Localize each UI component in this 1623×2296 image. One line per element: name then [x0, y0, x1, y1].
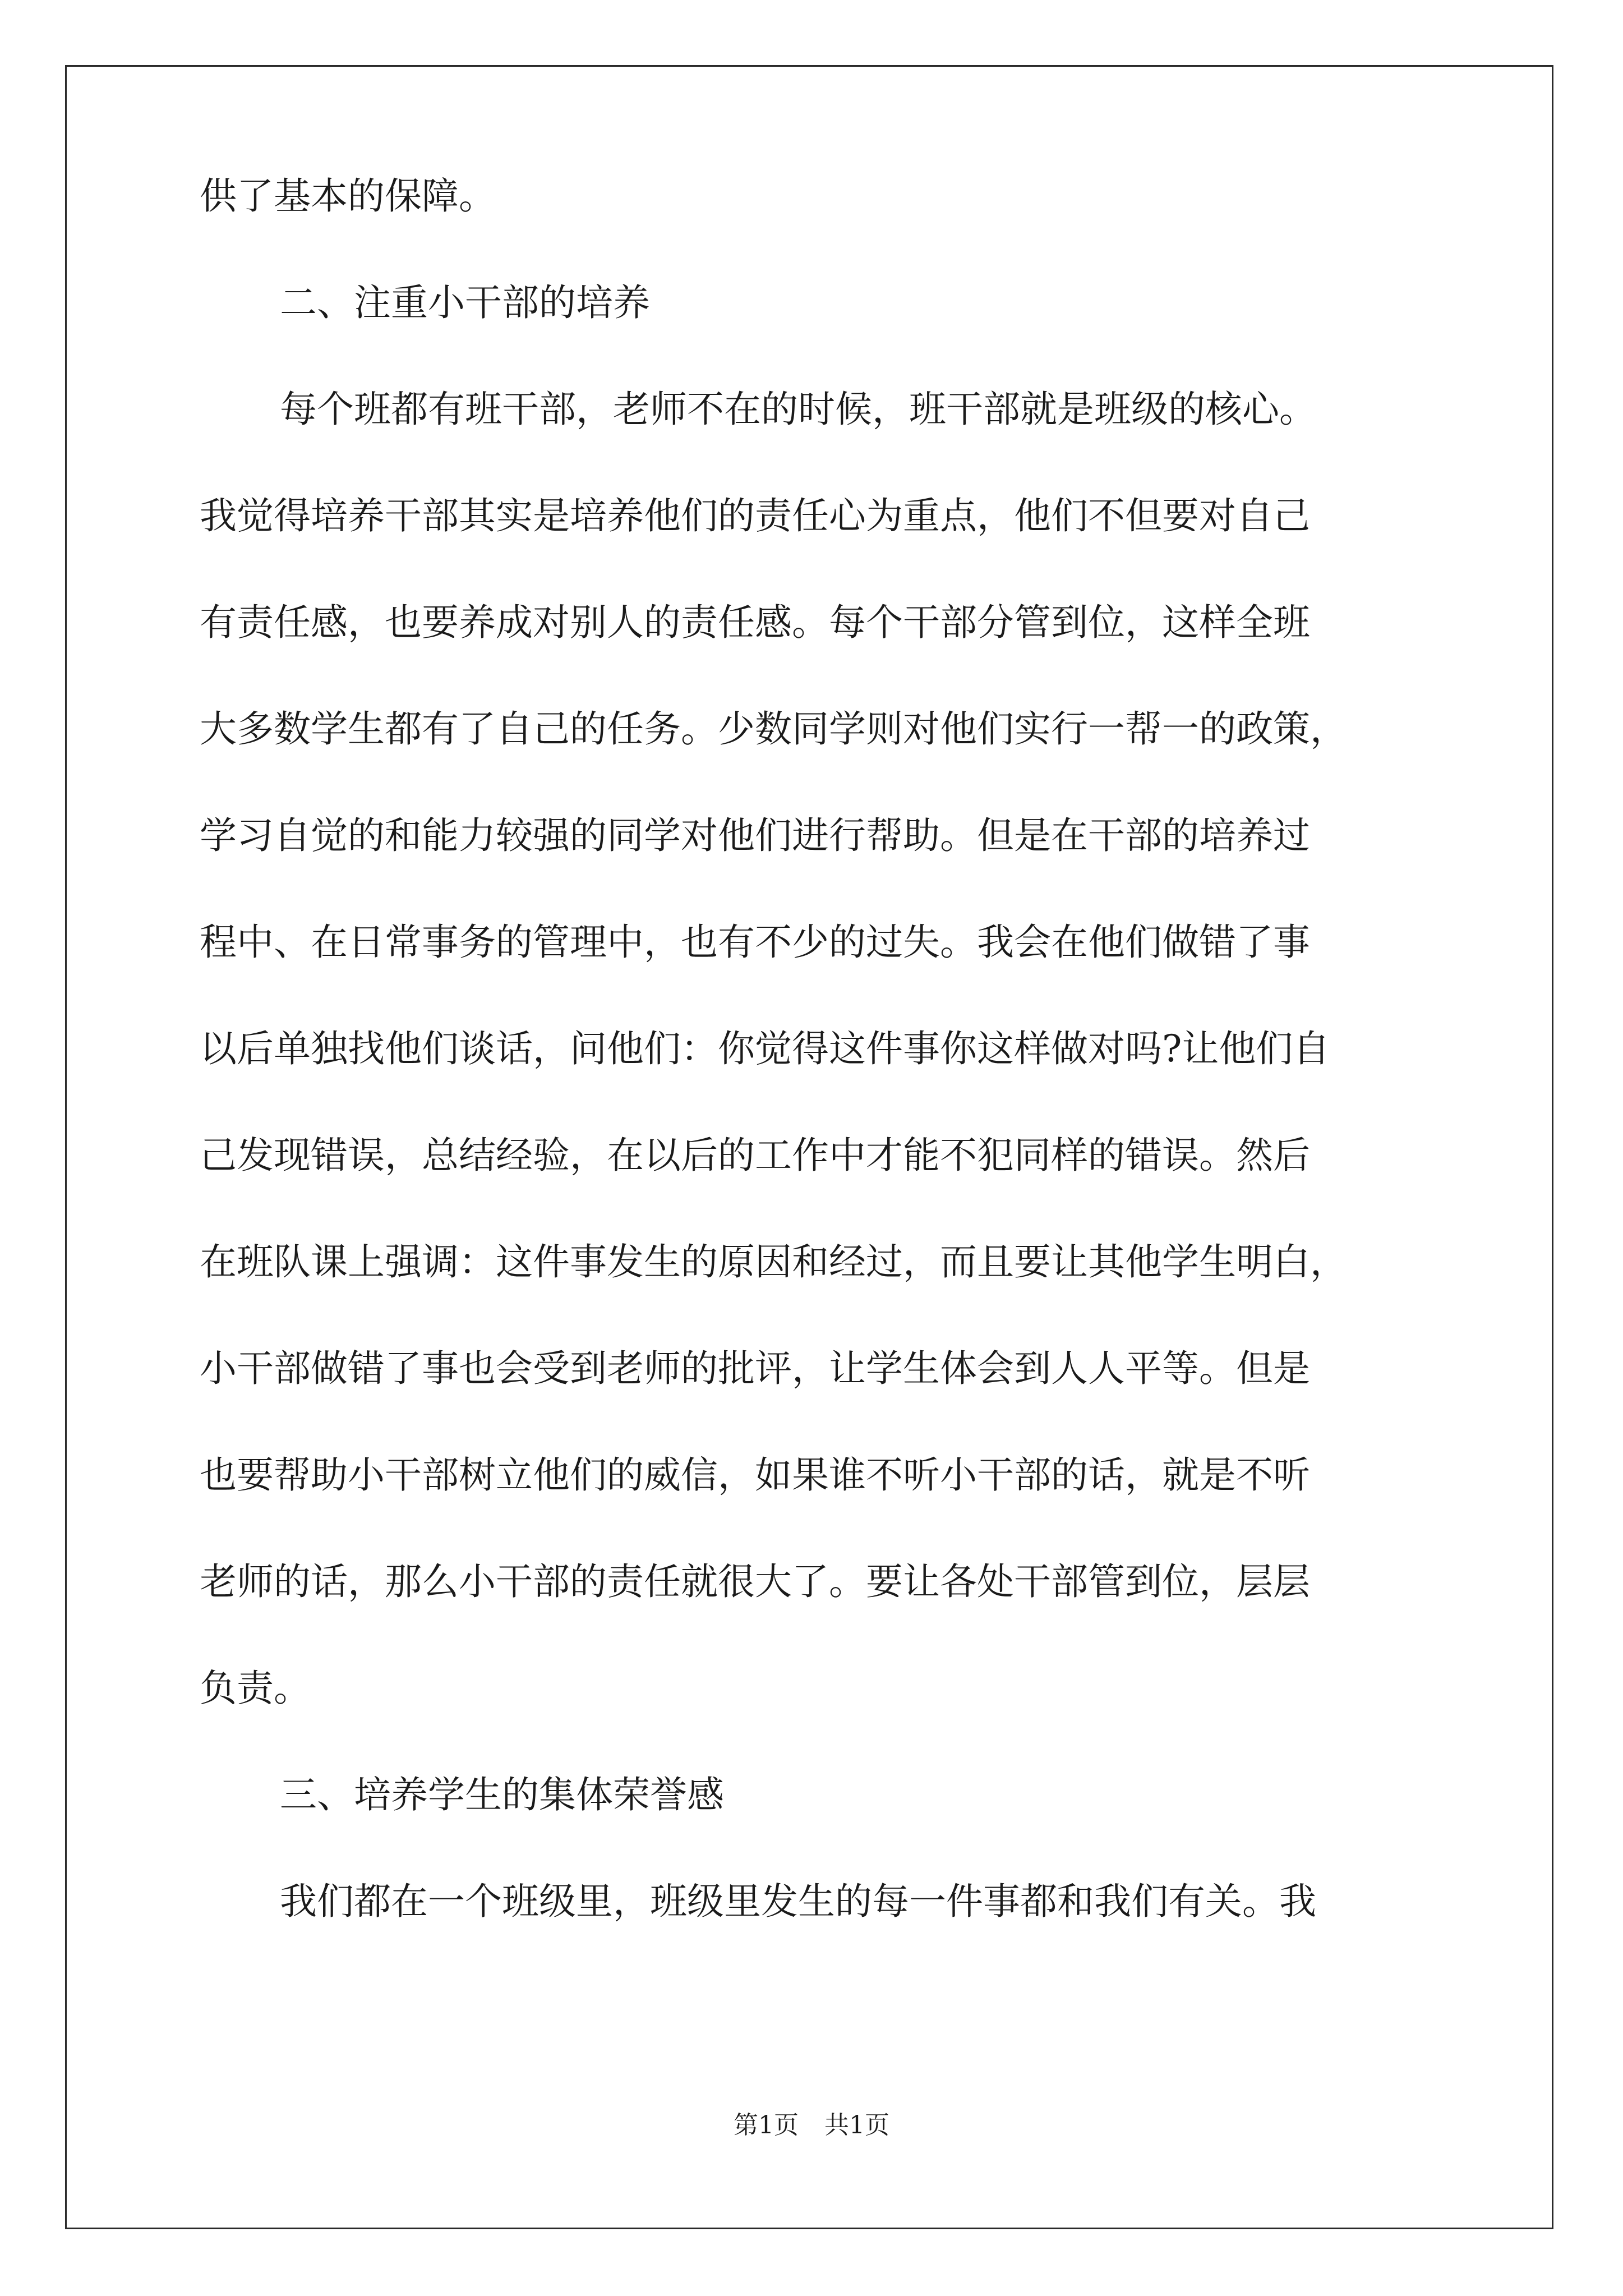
text-line: 学习自觉的和能力较强的同学对他们进行帮助。但是在干部的培养过: [200, 814, 1310, 857]
text-line: 供了基本的保障。: [200, 174, 496, 218]
text-line: 小干部做错了事也会受到老师的批评，让学生体会到人人平等。但是: [200, 1347, 1310, 1390]
page-footer: [0, 2105, 1623, 2141]
section-heading: 二、注重小干部的培养: [280, 281, 650, 324]
text-line: 负责。: [200, 1667, 311, 1710]
text-line: 也要帮助小干部树立他们的威信，如果谁不听小干部的话，就是不听: [200, 1453, 1310, 1497]
page-number: 第1页: [734, 2111, 799, 2139]
page-total: 共1页: [824, 2111, 889, 2139]
text-line: 在班队课上强调：这件事发生的原因和经过，而且要让其他学生明白，: [200, 1240, 1347, 1283]
section-heading: 三、培养学生的集体荣誉感: [280, 1773, 724, 1816]
text-line: 有责任感，也要养成对别人的责任感。每个干部分管到位，这样全班: [200, 601, 1310, 644]
text-line: 程中、在日常事务的管理中，也有不少的过失。我会在他们做错了事: [200, 921, 1310, 964]
text-line: 我觉得培养干部其实是培养他们的责任心为重点，他们不但要对自己: [200, 494, 1310, 537]
paragraph-first-line: 我们都在一个班级里，班级里发生的每一件事都和我们有关。我: [280, 1880, 1316, 1923]
text-line: 大多数学生都有了自己的任务。少数同学则对他们实行一帮一的政策，: [200, 707, 1347, 751]
text-line: 老师的话，那么小干部的责任就很大了。要让各处干部管到位，层层: [200, 1560, 1310, 1603]
text-line: 己发现错误，总结经验，在以后的工作中才能不犯同样的错误。然后: [200, 1134, 1310, 1177]
text-line: 以后单独找他们谈话，问他们：你觉得这件事你这样做对吗?让他们自: [200, 1027, 1330, 1070]
paragraph-first-line: 每个班都有班干部，老师不在的时候，班干部就是班级的核心。: [280, 388, 1316, 431]
